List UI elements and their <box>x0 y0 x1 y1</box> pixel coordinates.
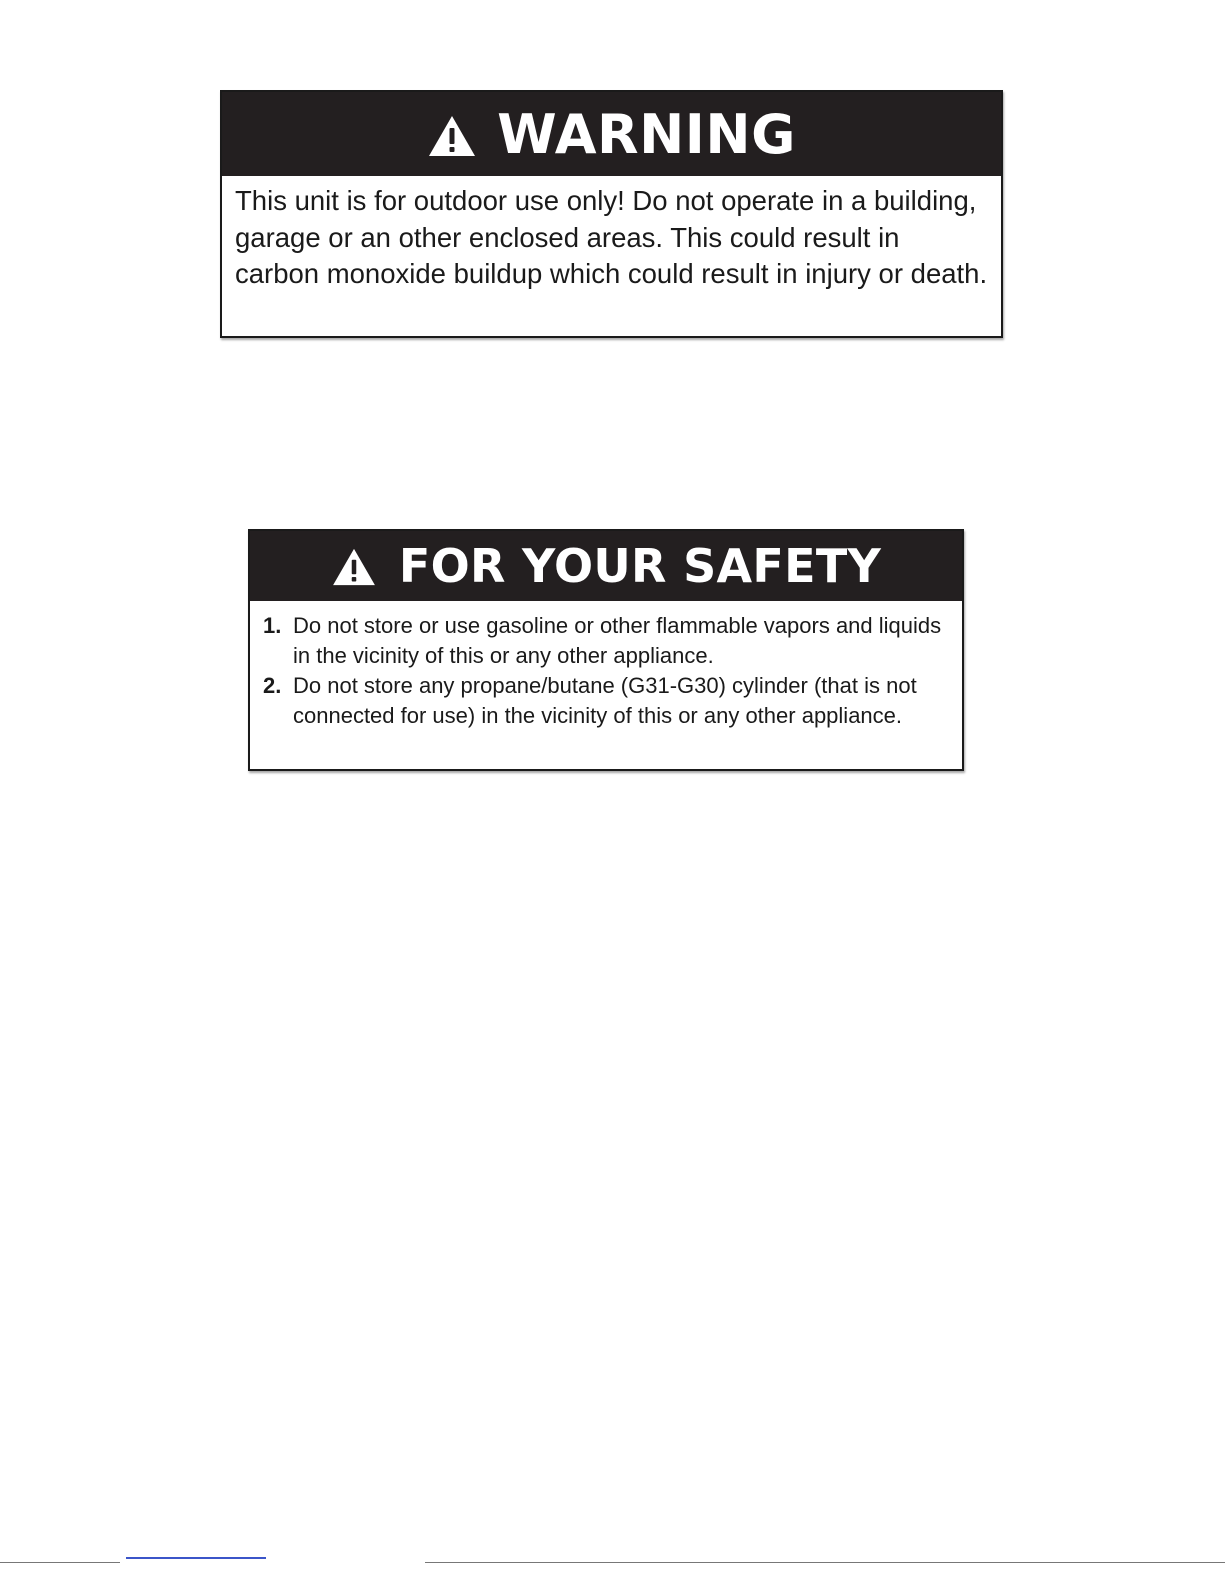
warning-triangle-icon <box>427 114 477 158</box>
warning-notice <box>220 90 1003 338</box>
item-text: Do not store any propane/butane (G31-G30) cylinder (that is not connected for use) in the vicinity of this or any other appliance. <box>293 673 917 728</box>
warning-triangle-icon <box>331 547 377 587</box>
warning-header <box>222 92 1001 176</box>
warning-title: WARNING <box>497 102 796 166</box>
footer-link-underline <box>126 1557 266 1559</box>
safety-notice <box>248 529 964 771</box>
safety-header <box>250 531 962 601</box>
item-text: Do not store or use gasoline or other flammable vapors and liquids in the vicinity of this or any other appliance. <box>293 613 942 668</box>
footer-divider <box>425 1562 1225 1563</box>
item-number: 1. <box>263 613 282 638</box>
item-number: 2. <box>263 673 282 698</box>
warning-text: This unit is for outdoor use only! Do not operate in a building, garage or an other enclosed areas. This could result in carbon monoxide buildup which could result in injury or death. <box>235 185 988 289</box>
list-item <box>263 671 962 731</box>
list-item <box>263 611 962 671</box>
footer-divider <box>0 1562 120 1563</box>
safety-title: FOR YOUR SAFETY <box>398 539 882 593</box>
safety-list <box>250 601 962 731</box>
